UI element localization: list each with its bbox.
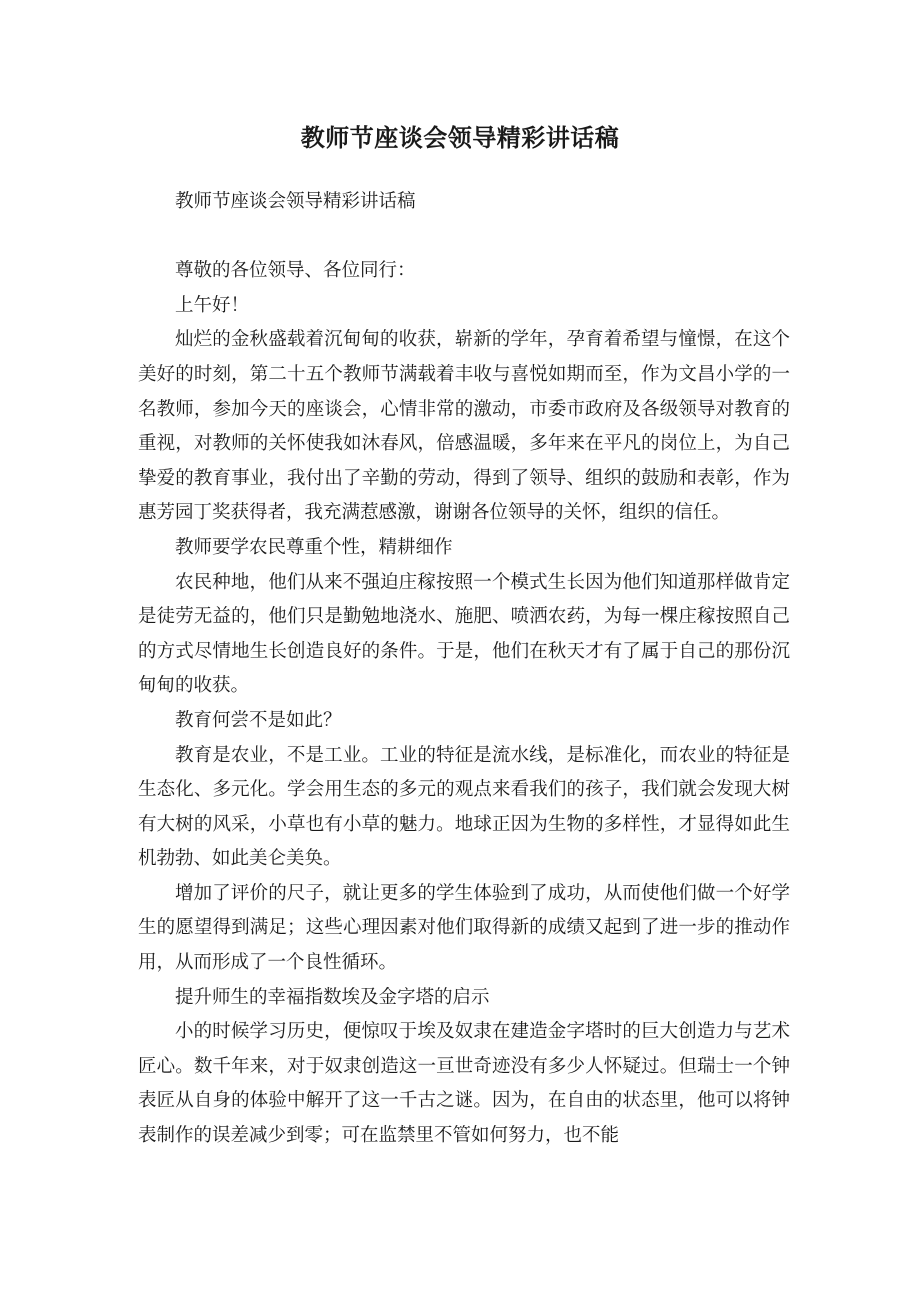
paragraph-heading: 提升师生的幸福指数埃及金字塔的启示 [175, 986, 490, 1008]
paragraph: 灿烂的金秋盛载着沉甸甸的收获，崭新的学年，孕育着希望与憧憬，在这个美好的时刻，第二十五个教师节满载着丰收与喜悦如期而至，作为文昌小学的一名教师，参加今天的座谈会，心情非常的激动，市委市政府及各级领导对教育的重视，对教师的关怀使我如沐春风，倍感温暖，多年来在平凡的岗位上，为自己挚爱的教育事业，我付出了辛勤的劳动，得到了领导、组织的鼓励和表彰，作为惠芳园丁奖获得者，我充满惹感激，谢谢各位领导的关怀，组织的信任。 [138, 329, 790, 524]
document-title: 教师节座谈会领导精彩讲话稿 [300, 124, 620, 152]
paragraph: 增加了评价的尺子，就让更多的学生体验到了成功，从而使他们做一个好学生的愿望得到满足；这些心理因素对他们取得新的成绩又起到了进一步的推动作用，从而形成了一个良性循环。 [138, 882, 790, 974]
paragraph-greeting: 上午好！ [175, 294, 250, 316]
paragraph-heading: 教师要学农民尊重个性，精耕细作 [175, 536, 453, 558]
paragraph: 农民种地，他们从来不强迫庄稼按照一个模式生长因为他们知道那样做肯定是徒劳无益的，他们只是勤勉地浇水、施肥、喷洒农药，为每一棵庄稼按照自己的方式尽情地生长创造良好的条件。于是，他们在秋天才有了属于自己的那份沉甸甸的收获。 [138, 571, 790, 697]
paragraph-question: 教育何尝不是如此？ [175, 709, 342, 731]
paragraph: 教育是农业，不是工业。工业的特征是流水线，是标准化，而农业的特征是生态化、多元化。学会用生态的多元的观点来看我们的孩子，我们就会发现大树有大树的风采，小草也有小草的魅力。地球正因为生物的多样性，才显得如此生机勃勃、如此美仑美奂。 [138, 744, 790, 870]
document-body [138, 185, 790, 1154]
paragraph-subtitle: 教师节座谈会领导精彩讲话稿 [175, 191, 416, 212]
paragraph: 小的时候学习历史，便惊叹于埃及奴隶在建造金字塔时的巨大创造力与艺术匠心。数千年来，对于奴隶创造这一亘世奇迹没有多少人怀疑过。但瑞士一个钟表匠从自身的体验中解开了这一千古之谜。因为，在自由的状态里，他可以将钟表制作的误差减少到零；可在监禁里不管如何努力，也不能 [138, 1021, 790, 1147]
paragraph-salutation: 尊敬的各位领导、各位同行： [175, 260, 416, 282]
